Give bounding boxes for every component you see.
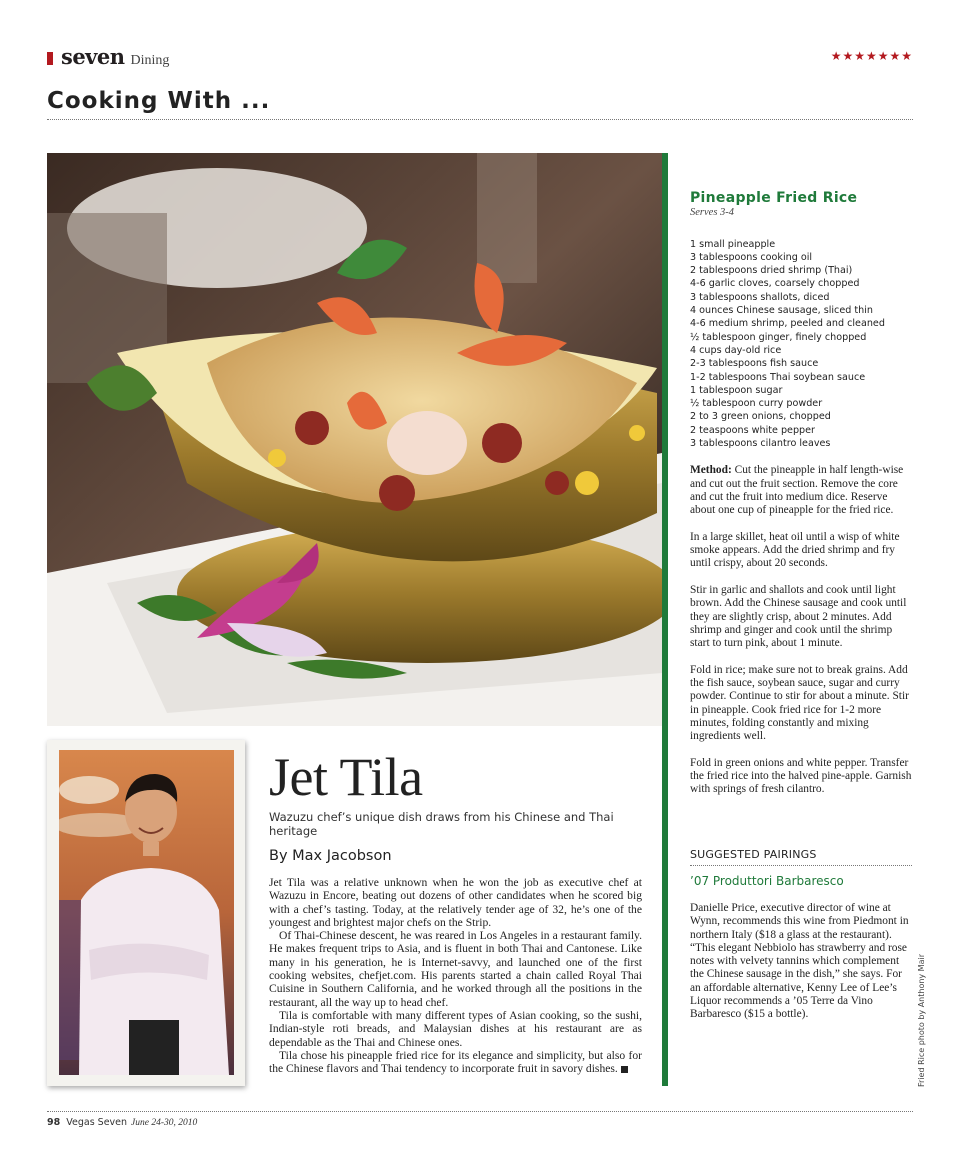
method-steps bbox=[690, 464, 912, 796]
pairings-heading: SUGGESTED PAIRINGS bbox=[690, 848, 817, 861]
pairings-box bbox=[690, 848, 912, 1022]
recipe-serves: Serves 3-4 bbox=[690, 207, 735, 219]
page-title: Cooking With ... bbox=[47, 88, 271, 114]
method-label: Method: bbox=[690, 464, 732, 477]
ingredient: ½ tablespoon ginger, finely chopped bbox=[690, 331, 867, 343]
method-step: In a large skillet, heat oil until a wisp of white smoke appears. Add the dried shrimp and fry until crispy, about 20 seconds. bbox=[690, 530, 900, 570]
ingredient: 1 small pineapple bbox=[690, 238, 776, 250]
ingredient: 2 to 3 green onions, chopped bbox=[690, 411, 831, 423]
ingredient-list bbox=[690, 238, 912, 451]
green-column-rule bbox=[662, 153, 668, 1086]
ingredient: 4 cups day-old rice bbox=[690, 344, 782, 356]
chef-portrait bbox=[59, 750, 234, 1075]
ingredient: 2 teaspoons white pepper bbox=[690, 424, 815, 436]
end-mark-icon: 7 bbox=[621, 1066, 628, 1073]
recipe-title: Pineapple Fried Rice bbox=[690, 190, 858, 206]
chef-portrait-frame bbox=[47, 740, 245, 1086]
method-step: Method: Cut the pineapple in half length-wise and cut out the fruit section. Remove the core and cut the fruit into medium dice. Reserve about one cup of pineapple for the fried rice. bbox=[690, 464, 904, 517]
ingredient: 1 tablespoon sugar bbox=[690, 384, 783, 396]
masthead bbox=[47, 44, 169, 69]
pairing-text: Danielle Price, executive director of wine at Wynn, recommends this wine from Piedmont in northern Italy ($18 a glass at the restaurant). “This elegant Nebbiolo has strawberry and rose notes with velvety tannins which complement the Chinese sausage in the dish,” she says. For an affordable alternative, Kenny Lee of Lee’s Liquor recommends a ’05 Terre da Vino Barbaresco ($15 a bottle). bbox=[690, 902, 909, 1021]
article-byline: By Max Jacobson bbox=[269, 848, 392, 864]
method-step: Stir in garlic and shallots and cook until light brown. Add the Chinese sausage and cook until they are slightly crisp, about 2 minutes. Add shrimp and ginger and cook until the shrimp start to turn pink, about 1 minute. bbox=[690, 584, 907, 650]
ingredient: 4 ounces Chinese sausage, sliced thin bbox=[690, 305, 873, 317]
publication-name: Vegas Seven bbox=[66, 1117, 128, 1128]
ingredient: 2 tablespoons dried shrimp (Thai) bbox=[690, 265, 853, 277]
recipe-column bbox=[690, 192, 912, 810]
method-step: Fold in rice; make sure not to break grains. Add the fish sauce, soybean sauce, sugar and curry powder. Continue to stir for about a minute. Stir in pineapple. Cook fried rice for 1-2 more minutes, folding constantly and mixing ingredients well. bbox=[690, 663, 909, 743]
footer-divider bbox=[47, 1111, 913, 1112]
pairings-divider bbox=[690, 865, 912, 866]
article-paragraph: Of Thai-Chinese descent, he was reared in Los Angeles in a restaurant family. He makes frequent trips to Asia, and is fluent in both Thai and Cantonese. Like many in his generation, he is Internet-savvy, and launched one of the first cooking websites, chefjet.com. His parents started a chain called Royal Thai Cuisine in Southern California, and he worked through all the positions in the restaurant, all the way up to head chef. bbox=[269, 929, 642, 1009]
article-headline: Jet Tila bbox=[269, 747, 423, 807]
brand-logo: seven bbox=[61, 44, 125, 69]
article-paragraph: Tila is comfortable with many different types of Asian cooking, so the sushi, Indian-style roti breads, and Malaysian dishes at his restaurant are as dependable as the Thai and Chinese ones. bbox=[269, 1008, 642, 1049]
section-label: Dining bbox=[130, 53, 170, 68]
ingredient: 1-2 tablespoons Thai soybean sauce bbox=[690, 371, 866, 383]
ingredient: ½ tablespoon curry powder bbox=[690, 398, 823, 410]
ingredient: 4-6 medium shrimp, peeled and cleaned bbox=[690, 318, 885, 330]
ingredient: 4-6 garlic cloves, coarsely chopped bbox=[690, 278, 860, 290]
article-paragraph: Tila chose his pineapple fried rice for its elegance and simplicity, but also for the Chinese flavors and Thai tendency to incorporate fruit in savory dishes. 7 bbox=[269, 1048, 642, 1076]
article-paragraph: Jet Tila was a relative unknown when he won the job as executive chef at Wazuzu in Encore, beating out dozens of other candidates when he scored big with a chef’s tasting. Today, at the relatively tender age of 32, he’s one of the youngest and brightest major chefs on the Strip. bbox=[269, 876, 642, 929]
article bbox=[269, 747, 642, 1075]
star-rating: ★★★★★★★ bbox=[830, 49, 913, 63]
ingredient: 2-3 tablespoons fish sauce bbox=[690, 358, 819, 370]
issue-date: June 24-30, 2010 bbox=[131, 1118, 198, 1128]
page-number: 98 bbox=[47, 1117, 61, 1128]
brand-bar bbox=[47, 52, 53, 65]
ingredient: 3 tablespoons shallots, diced bbox=[690, 291, 830, 303]
ingredient: 3 tablespoons cooking oil bbox=[690, 251, 813, 263]
page-footer bbox=[47, 1117, 197, 1128]
header-divider bbox=[47, 119, 913, 120]
method-step: Fold in green onions and white pepper. Transfer the fried rice into the halved pine-apple. Garnish with springs of fresh cilantro. bbox=[690, 756, 912, 796]
article-deck: Wazuzu chef’s unique dish draws from his Chinese and Thai heritage bbox=[269, 810, 614, 838]
ingredient: 3 tablespoons cilantro leaves bbox=[690, 438, 831, 450]
pairing-wine: ’07 Produttori Barbaresco bbox=[690, 874, 844, 888]
article-body bbox=[269, 876, 642, 1075]
photo-credit: Fried Rice photo by Anthony Mair bbox=[917, 954, 926, 1087]
fried-rice-photo bbox=[47, 153, 662, 726]
